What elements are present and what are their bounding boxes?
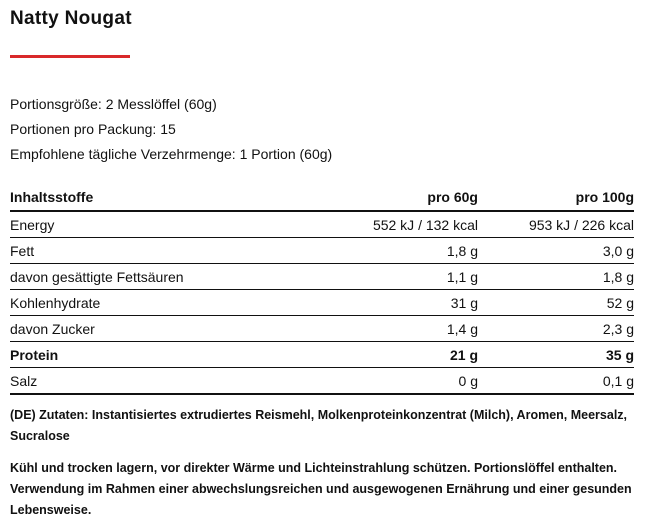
table-row (10, 238, 634, 264)
table-row (10, 211, 634, 238)
table-row (10, 316, 634, 342)
per-100g-value: 52 g (478, 290, 634, 316)
per-serving-value: 552 kJ / 132 kcal (310, 211, 478, 238)
per-serving-value: 1,4 g (310, 316, 478, 342)
serving-info (10, 92, 332, 167)
per-100g-value: 2,3 g (478, 316, 634, 342)
serving-size: Portionsgröße: 2 Messlöffel (60g) (10, 96, 217, 112)
nutrient-name: Salz (10, 368, 310, 395)
recommended-intake: Empfohlene tägliche Verzehrmenge: 1 Portion (60g) (10, 146, 333, 162)
table-row-protein (10, 342, 634, 368)
table-row (10, 368, 634, 395)
nutrient-name: Fett (10, 238, 310, 264)
ingredients-text: (DE) Zutaten: Instantisiertes extrudiertes Reismehl, Molkenproteinkonzentrat (Milch), Aromen, Meersalz, Sucralose (10, 408, 628, 443)
title-accent-bar (10, 55, 130, 58)
storage-instructions: Kühl und trocken lagern, vor direkter Wärme und Lichteinstrahlung schützen. Portionslöffel enthalten. Verwendung im Rahmen einer abwechslungsreichen und ausgewogenen Ernährung und einer gesunden Lebensweise. (10, 461, 632, 517)
nutrient-name: davon gesättigte Fettsäuren (10, 264, 310, 290)
servings-per-pack: Portionen pro Packung: 15 (10, 121, 176, 137)
nutrient-name: Protein (10, 342, 310, 368)
per-100g-value: 953 kJ / 226 kcal (478, 211, 634, 238)
table-row (10, 290, 634, 316)
nutrient-name: davon Zucker (10, 316, 310, 342)
table-row (10, 264, 634, 290)
per-100g-value: 3,0 g (478, 238, 634, 264)
per-100g-value: 35 g (478, 342, 634, 368)
per-serving-value: 0 g (310, 368, 478, 395)
nutrient-name: Kohlenhydrate (10, 290, 310, 316)
nutrient-name: Energy (10, 211, 310, 238)
per-serving-value: 31 g (310, 290, 478, 316)
per-serving-value: 21 g (310, 342, 478, 368)
per-serving-value: 1,1 g (310, 264, 478, 290)
per-100g-value: 0,1 g (478, 368, 634, 395)
nutrition-table (10, 184, 634, 395)
product-title: Natty Nougat (10, 8, 132, 29)
header-per-100g: pro 100g (478, 184, 634, 211)
header-nutrient: Inhaltsstoffe (10, 184, 310, 211)
header-per-serving: pro 60g (310, 184, 478, 211)
table-header-row (10, 184, 634, 211)
per-100g-value: 1,8 g (478, 264, 634, 290)
per-serving-value: 1,8 g (310, 238, 478, 264)
